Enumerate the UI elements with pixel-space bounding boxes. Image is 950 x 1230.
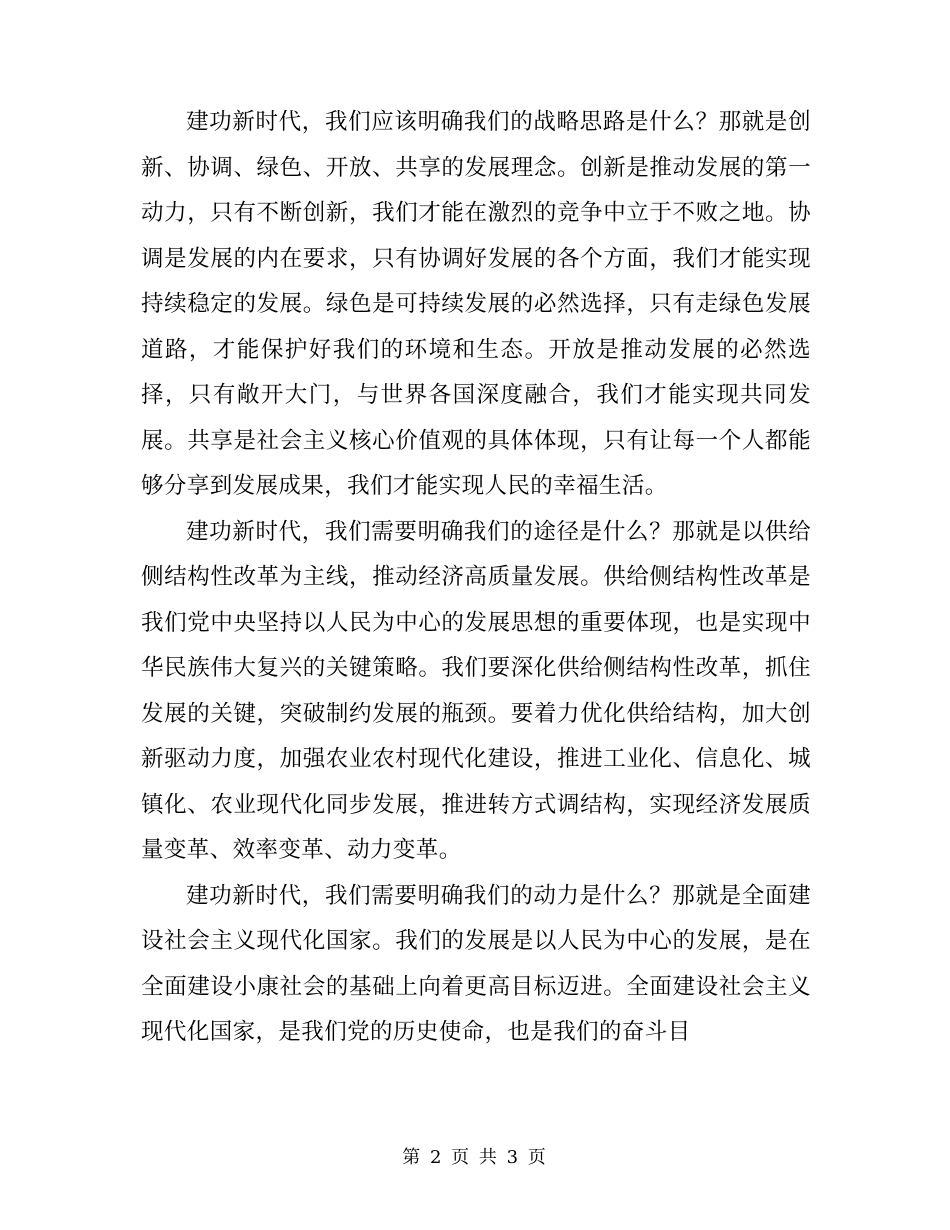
paragraph-strategy: 建功新时代，我们应该明确我们的战略思路是什么？那就是创新、协调、绿色、开放、共享的发展理念。创新是推动发展的第一动力，只有不断创新，我们才能在激烈的竞争中立于不败之地。协调是发展的内在要求，只有协调好发展的各个方面，我们才能实现持续稳定的发展。绿色是可持续发展的必然选择，只有走绿色发展道路，才能保护好我们的环境和生态。开放是推动发展的必然选择，只有敞开大门，与世界各国深度融合，我们才能实现共同发展。共享是社会主义核心价值观的具体体现，只有让每一个人都能够分享到发展成果，我们才能实现人民的幸福生活。 bbox=[141, 109, 811, 499]
document-body bbox=[141, 100, 811, 1056]
paragraph-motivation: 建功新时代，我们需要明确我们的动力是什么？那就是全面建设社会主义现代化国家。我们的发展是以人民为中心的发展，是在全面建设小康社会的基础上向着更高目标迈进。全面建设社会主义现代化国家，是我们党的历史使命，也是我们的奋斗目 bbox=[141, 882, 811, 1045]
paragraph-approach: 建功新时代，我们需要明确我们的途径是什么？那就是以供给侧结构性改革为主线，推动经济高质量发展。供给侧结构性改革是我们党中央坚持以人民为中心的发展思想的重要体现，也是实现中华民族伟大复兴的关键策略。我们要深化供给侧结构性改革，抓住发展的关键，突破制约发展的瓶颈。要着力优化供给结构，加大创新驱动力度，加强农业农村现代化建设，推进工业化、信息化、城镇化、农业现代化同步发展，推进转方式调结构，实现经济发展质量变革、效率变革、动力变革。 bbox=[141, 518, 811, 863]
page-number-footer: 第 2 页 共 3 页 bbox=[402, 1147, 548, 1168]
